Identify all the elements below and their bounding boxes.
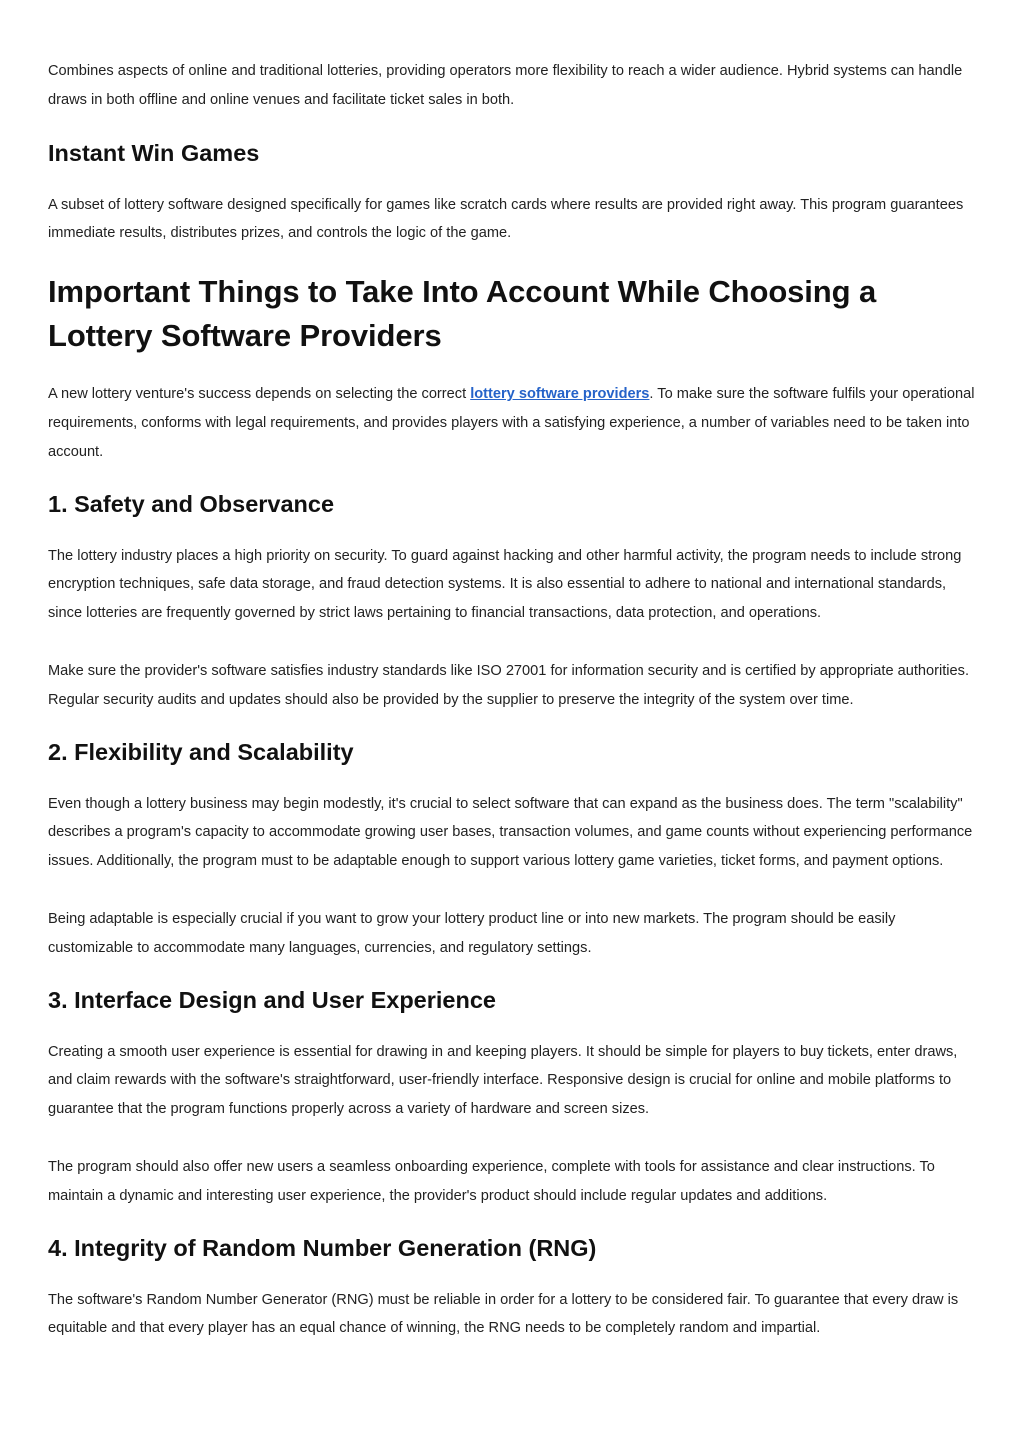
- section-2-paragraph-2: Being adaptable is especially crucial if you want to grow your lottery product line or into new markets. The program should be easily customizable to accommodate many languages, currencies, and regulatory settings.: [48, 910, 896, 956]
- section-3-paragraph-1: Creating a smooth user experience is essential for drawing in and keeping players. It should be simple for players to buy tickets, enter draws, and claim rewards with the software's straightforward, user-friendly interface. Responsive design is crucial for online and mobile platforms to guarantee that the program functions properly across a variety of hardware and screen sizes.: [48, 1043, 958, 1118]
- section-3-heading: 3. Interface Design and User Experience: [48, 986, 496, 1013]
- lottery-software-providers-link[interactable]: lottery software providers: [470, 386, 650, 403]
- main-intro-before-link: A new lottery venture's success depends on selecting the correct: [48, 386, 471, 403]
- intro-paragraph: Combines aspects of online and traditional lotteries, providing operators more flexibility to reach a wider audience. Hybrid systems can handle draws in both offline and online venues and facilitate ticket sales in both.: [48, 63, 963, 108]
- section-1-heading: 1. Safety and Observance: [48, 490, 335, 517]
- main-title: Important Things to Take Into Account While Choosing a Lottery Software Providers: [48, 274, 877, 354]
- section-1-paragraph-1: The lottery industry places a high priority on security. To guard against hacking and other harmful activity, the program needs to include strong encryption techniques, safe data storage, and fraud detection systems. It is also essential to adhere to national and international standards, since lotteries are frequently governed by strict laws pertaining to financial transactions, data protection, and operations.: [48, 547, 962, 622]
- section-1-paragraph-2: Make sure the provider's software satisfies industry standards like ISO 27001 for information security and is certified by appropriate authorities. Regular security audits and updates should also be provided by the supplier to preserve the integrity of the system over time.: [48, 662, 970, 708]
- section-3-paragraph-2: The program should also offer new users a seamless onboarding experience, complete with tools for assistance and clear instructions. To maintain a dynamic and interesting user experience, the provider's product should include regular updates and additions.: [48, 1158, 935, 1204]
- instant-win-heading: Instant Win Games: [48, 139, 260, 166]
- instant-win-paragraph: A subset of lottery software designed specifically for games like scratch cards where results are provided right away. This program guarantees immediate results, distributes prizes, and controls the logic of the game.: [48, 196, 964, 242]
- section-4-paragraph-1: The software's Random Number Generator (RNG) must be reliable in order for a lottery to be considered fair. To guarantee that every draw is equitable and that every player has an equal chance of winning, the RNG needs to be completely random and impartial.: [48, 1291, 959, 1337]
- section-2-heading: 2. Flexibility and Scalability: [48, 738, 354, 765]
- document-page: [48, 57, 978, 1343]
- main-intro-after-link: . To make sure the software fulfils your operational requirements, conforms with legal requirements, and provides players with a satisfying experience, a number of variables need to be taken into account.: [48, 386, 975, 460]
- section-4-heading: 4. Integrity of Random Number Generation (RNG): [48, 1234, 597, 1261]
- main-intro-paragraph: [48, 380, 978, 466]
- section-2-paragraph-1: Even though a lottery business may begin modestly, it's crucial to select software that can expand as the business does. The term "scalability" describes a program's capacity to accommodate growing user bases, transaction volumes, and game counts without experiencing performance issues. Additionally, the program must to be adaptable enough to support various lottery game varieties, ticket forms, and payment options.: [48, 795, 973, 870]
